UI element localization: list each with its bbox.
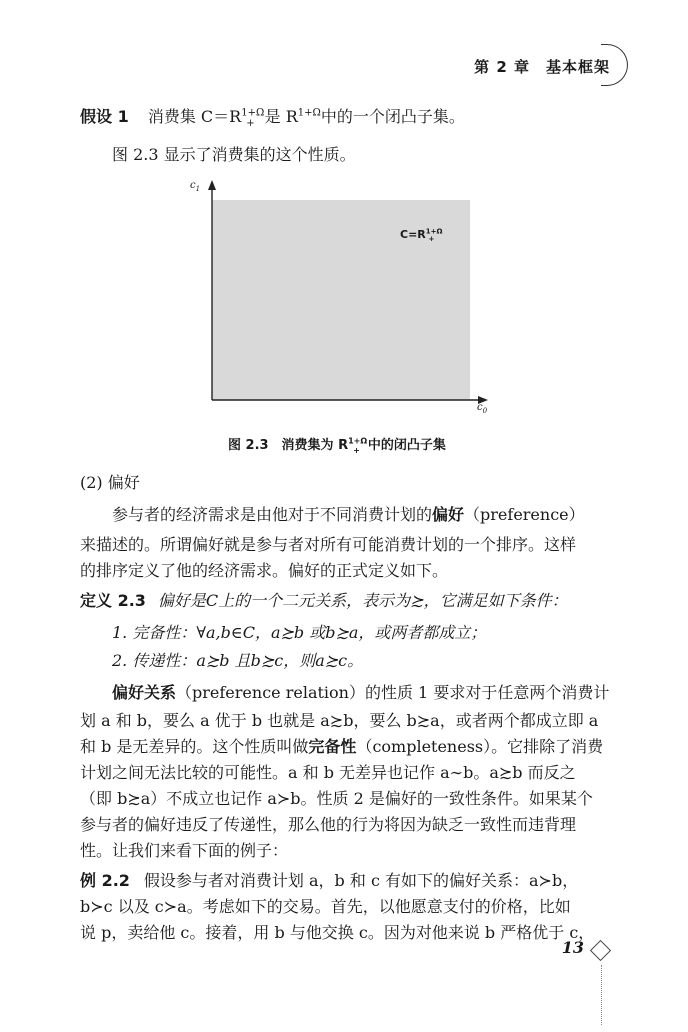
para2-line2: 划 a 和 b，要么 a 优于 b 也就是 a≿b，要么 b≿a，或者两个都成立即 a	[80, 711, 599, 730]
para2-line5: （即 b≿a）不成立也记作 a≻b。性质 2 是偏好的一致性条件。如果某个	[80, 789, 593, 808]
assumption-text: 消费集 C＝R	[147, 107, 242, 126]
superscript: 1+Ω	[297, 107, 321, 119]
figure-caption: 图 2.3 消费集为 $R^{1+\Omega}_+$ 中的闭凸子集	[228, 436, 446, 455]
assumption-text: 是 R	[264, 107, 298, 126]
para2-line1: 偏好关系（preference relation）的性质 1 要求对于任意两个消费计	[112, 683, 610, 702]
assumption-label: 假设 1	[80, 107, 129, 126]
figure-reference-line: 图 2.3 显示了消费集的这个性质。	[112, 145, 356, 164]
header-arc-ornament	[601, 44, 628, 86]
consumption-set-figure	[180, 178, 500, 418]
superscript: 1+Ω	[241, 107, 265, 119]
x-axis-label: $c_0$	[477, 402, 488, 415]
region-label: $C=R^{1+\Omega}_+$	[400, 227, 443, 244]
running-header: 第 2 章 基本框架	[474, 58, 610, 76]
para1-line1: 参与者的经济需求是由他对于不同消费计划的偏好（preference）	[112, 505, 585, 524]
dotted-line-ornament	[601, 965, 602, 1025]
para2-line6: 参与者的偏好违反了传递性，那么他的行为将因为缺乏一致性而违背理	[80, 815, 577, 834]
page-number: 13	[561, 938, 584, 957]
subscript: +	[246, 118, 255, 130]
assumption-text: 中的一个闭凸子集。	[320, 107, 465, 126]
example-line3: 说 p，卖给他 c。接着，用 b 与他交换 c。因为对他来说 b 严格优于 c，	[80, 923, 595, 942]
section-heading: (2) 偏好	[80, 473, 140, 492]
para2-line7: 性。让我们来看下面的例子：	[80, 841, 289, 860]
para2-line4: 计划之间无法比较的可能性。a 和 b 无差异也记作 a∼b。a≿b 而反之	[80, 763, 576, 782]
example-line2: b≻c 以及 c≻a。考虑如下的交易。首先，以他愿意支付的价格，比如	[80, 897, 571, 916]
example-line1: 例 2.2 假设参与者对消费计划 a，b 和 c 有如下的偏好关系：a≻b，	[80, 871, 579, 890]
y-arrow	[208, 180, 216, 190]
para1-line2: 来描述的。所谓偏好就是参与者对所有可能消费计划的一个排序。这样	[80, 535, 577, 554]
y-axis-label: $c_1$	[190, 180, 201, 193]
para2-line3: 和 b 是无差异的。这个性质叫做完备性（completeness）。它排除了消费	[80, 737, 604, 756]
definition-item-2: 2. 传递性：a≿b 且b≿c，则a≿c。	[112, 651, 364, 670]
definition-item-1: 1. 完备性：∀a,b∈C，a≿b 或b≿a，或两者都成立；	[112, 623, 487, 642]
assumption-line	[80, 102, 465, 132]
definition-line: 定义 2.3 偏好是C上的一个二元关系，表示为≿，它满足如下条件：	[80, 591, 568, 610]
para1-line3: 的排序定义了他的经济需求。偏好的正式定义如下。	[80, 561, 449, 580]
